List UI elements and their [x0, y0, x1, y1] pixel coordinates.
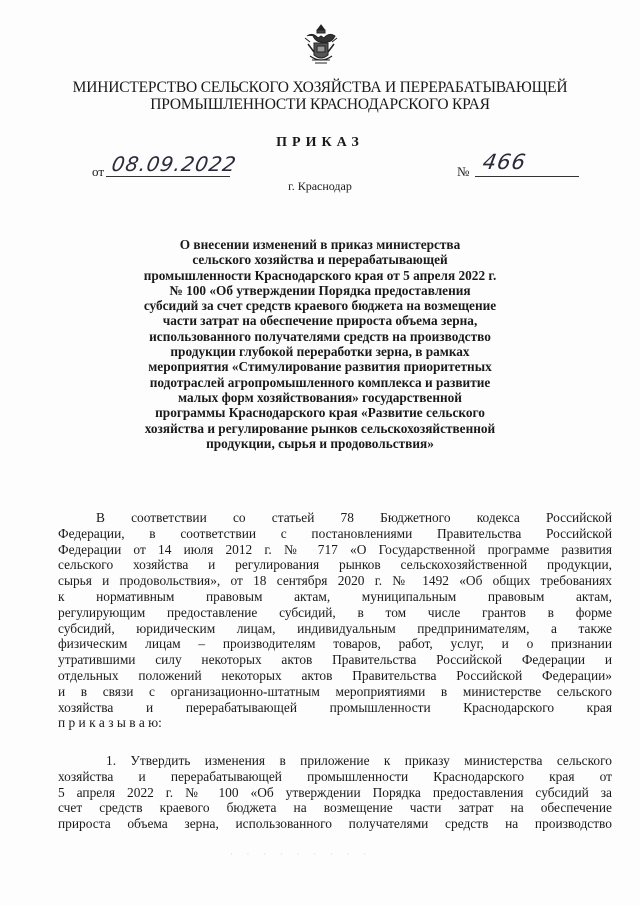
- subject-line: продукции, сырья и продовольствия»: [206, 435, 434, 451]
- subject-line: мероприятия «Стимулирование развития приоритетных: [148, 359, 492, 375]
- subject-line: продукции глубокой переработки зерна, в рамках: [170, 344, 470, 360]
- date-prefix: от: [92, 164, 105, 179]
- subject-line: использованного получателями средств на производство: [149, 328, 491, 344]
- paragraph-line: хозяйства и перерабатывающей промышленности Краснодарского края от: [58, 768, 612, 784]
- subject-line: хозяйства и регулирование рынков сельскохозяйственной: [144, 420, 496, 436]
- paragraph-line: Федерации от 14 июля 2012 г. № 717 «О Государственной программе развития: [58, 541, 612, 557]
- paragraph-line: физическим лицам – производителям товаров, работ, услуг, и о признании: [58, 636, 612, 652]
- number-prefix: №: [457, 164, 470, 179]
- number-underline: [475, 176, 579, 177]
- subject-line: малых форм хозяйствования» государственной: [178, 389, 462, 405]
- ministry-name-line2: ПРОМЫШЛЕННОСТИ КРАСНОДАРСКОГО КРАЯ: [150, 96, 490, 113]
- item-1-paragraph: [58, 753, 612, 832]
- ministry-name-line1: МИНИСТЕРСТВО СЕЛЬСКОГО ХОЗЯЙСТВА И ПЕРЕРАБАТЫВАЮЩЕЙ: [72, 79, 568, 96]
- paragraph-line: утратившими силу некоторых актов Правительства Российской Федерации и: [58, 652, 612, 668]
- paragraph-line: отдельных положений некоторых актов Правительства Российской Федерации»: [58, 667, 612, 683]
- paragraph-line: счет средств краевого бюджета на возмещение части затрат на обеспечение: [58, 800, 612, 816]
- subject-line: субсидий за счет средств краевого бюджета на возмещение: [143, 298, 497, 314]
- date-handwritten: 08.09.2022: [109, 152, 239, 176]
- paragraph-line: 5 апреля 2022 г. № 100 «Об утверждении Порядка предоставления субсидий за: [58, 784, 612, 800]
- paragraph-line: к нормативным правовым актам, муниципальным правовым актам,: [58, 588, 612, 604]
- paragraph-line: 1. Утвердить изменения в приложение к приказу министерства сельского: [106, 753, 612, 768]
- paragraph-line: В соответствии со статьей 78 Бюджетного кодекса Российской: [96, 510, 612, 525]
- paragraph-line: Федерации, в соответствии с постановлениями Правительства Российской: [58, 525, 612, 541]
- paragraph-line: хозяйства и перерабатывающей промышленности Краснодарского края: [58, 699, 612, 715]
- paragraph-line: регулирующим предоставление субсидий, в том числе грантов в форме: [58, 604, 612, 620]
- coat-of-arms-icon: [302, 22, 340, 66]
- paragraph-line: сельского хозяйства и регулирования рынков сельскохозяйственной продукции,: [58, 557, 612, 573]
- number-handwritten: 466: [480, 150, 529, 174]
- city: г. Краснодар: [288, 179, 352, 193]
- scan-artifact: · · · · · · · · ·: [230, 850, 372, 859]
- order-title: ПРИКАЗ: [276, 135, 364, 150]
- subject-line: части затрат на обеспечение прироста объема зерна,: [162, 313, 478, 329]
- order-subject: [138, 237, 502, 451]
- paragraph-line: субсидий, юридическим лицам, индивидуальным предпринимателям, а также: [58, 620, 612, 636]
- subject-line: № 100 «Об утверждении Порядка предоставления: [169, 282, 471, 298]
- order-command: п р и к а з ы в а ю:: [58, 715, 162, 731]
- subject-line: программы Краснодарского края «Развитие сельского: [155, 405, 485, 421]
- preamble-paragraph: [58, 510, 612, 731]
- paragraph-line: и в связи с организационно-штатным мероприятиями в министерстве сельского: [58, 683, 612, 699]
- date-underline: [106, 176, 230, 177]
- subject-line: О внесении изменений в приказ министерства: [179, 237, 461, 252]
- paragraph-line: сырья и продовольствия», от 18 сентября 2020 г. № 1492 «Об общих требованиях: [58, 573, 612, 589]
- subject-line: промышленности Краснодарского края от 5 апреля 2022 г.: [143, 267, 497, 283]
- subject-line: подотраслей агропромышленного комплекса и развитие: [149, 374, 491, 390]
- paragraph-line: прироста объема зерна, использованного получателями средств на производство: [58, 816, 612, 832]
- subject-line: сельского хозяйства и перерабатывающей: [192, 252, 448, 268]
